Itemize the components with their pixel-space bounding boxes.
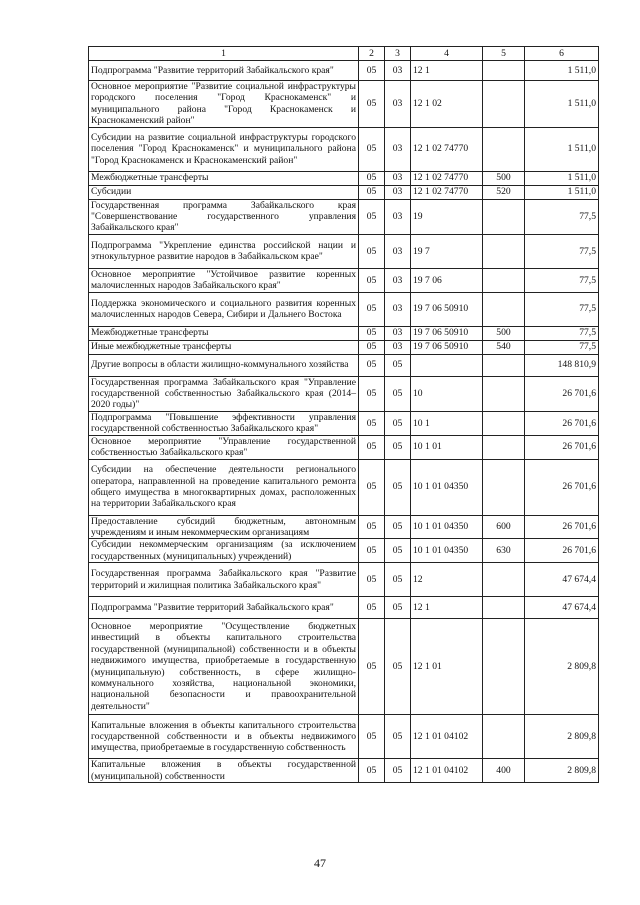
row-subsection-cell: 03 (385, 199, 411, 234)
row-name-cell: Подпрограмма "Укрепление единства российской нации и этнокультурное развитие народов в Забайкальском крае" (89, 234, 359, 268)
row-target-cell: 10 (411, 376, 483, 411)
row-expense-type-cell (483, 268, 525, 292)
row-amount-cell: 26 701,6 (525, 515, 599, 539)
table-body (89, 61, 599, 783)
row-name-cell: Государственная программа Забайкальского края "Развитие территорий и жилищная политика Забайкальского края" (89, 563, 359, 597)
row-expense-type-cell: 400 (483, 759, 525, 783)
row-target-cell: 12 1 01 (411, 619, 483, 715)
row-subsection-cell: 05 (385, 515, 411, 539)
column-header-4: 4 (411, 47, 483, 61)
row-section-cell: 05 (359, 376, 385, 411)
column-header-5: 5 (483, 47, 525, 61)
row-subsection-cell: 05 (385, 759, 411, 783)
row-section-cell: 05 (359, 435, 385, 459)
row-name-cell: Государственная программа Забайкальского края "Управление государственной собственностью Забайкальского края (2014–2020 годы)" (89, 376, 359, 411)
row-amount-cell: 1 511,0 (525, 185, 599, 199)
row-section-cell: 05 (359, 411, 385, 435)
row-name-cell: Межбюджетные трансферты (89, 326, 359, 340)
row-amount-cell: 26 701,6 (525, 411, 599, 435)
row-section-cell: 05 (359, 597, 385, 619)
row-expense-type-cell (483, 563, 525, 597)
table-row (89, 127, 599, 171)
table-row (89, 435, 599, 459)
row-expense-type-cell (483, 127, 525, 171)
row-subsection-cell: 05 (385, 376, 411, 411)
row-name-cell: Основное мероприятие "Управление государственной собственностью Забайкальского края" (89, 435, 359, 459)
row-subsection-cell: 05 (385, 411, 411, 435)
row-name-cell: Государственная программа Забайкальского края "Совершенствование государственного управления Забайкальского края" (89, 199, 359, 234)
row-amount-cell: 2 809,8 (525, 715, 599, 759)
row-section-cell: 05 (359, 759, 385, 783)
row-amount-cell: 77,5 (525, 340, 599, 354)
row-subsection-cell: 05 (385, 715, 411, 759)
table-row (89, 185, 599, 199)
row-target-cell: 19 7 06 50910 (411, 292, 483, 326)
row-amount-cell: 77,5 (525, 292, 599, 326)
row-amount-cell: 77,5 (525, 326, 599, 340)
row-target-cell: 19 7 06 50910 (411, 326, 483, 340)
row-section-cell: 05 (359, 619, 385, 715)
row-expense-type-cell: 630 (483, 539, 525, 563)
row-expense-type-cell (483, 61, 525, 81)
row-name-cell: Поддержка экономического и социального развития коренных малочисленных народов Севера, Сибири и Дальнего Востока (89, 292, 359, 326)
table-row (89, 376, 599, 411)
row-expense-type-cell (483, 619, 525, 715)
row-amount-cell: 77,5 (525, 199, 599, 234)
row-amount-cell: 26 701,6 (525, 459, 599, 515)
row-name-cell: Основное мероприятие "Осуществление бюджетных инвестиций в объекты капитального строительства государственной (муниципальной) собственности и в объекты недвижимого имущества, приобретаемые в государственную (муниципальную) собственность, в сфере жилищно-коммунального хозяйства, национальной экономики, национальной безопасности и правоохранительной деятельности" (89, 619, 359, 715)
row-target-cell: 12 1 (411, 597, 483, 619)
row-amount-cell: 1 511,0 (525, 171, 599, 185)
row-name-cell: Основное мероприятие "Развитие социальной инфраструктуры городского поселения "Город Краснокаменск" и муниципального района "Город Краснокаменск и Краснокаменский район" (89, 81, 359, 128)
row-name-cell: Межбюджетные трансферты (89, 171, 359, 185)
row-subsection-cell: 05 (385, 619, 411, 715)
row-expense-type-cell (483, 411, 525, 435)
table-row (89, 292, 599, 326)
row-section-cell: 05 (359, 563, 385, 597)
row-target-cell: 10 1 01 (411, 435, 483, 459)
row-subsection-cell: 03 (385, 61, 411, 81)
row-expense-type-cell: 600 (483, 515, 525, 539)
budget-table-sheet (88, 46, 598, 783)
row-section-cell: 05 (359, 340, 385, 354)
row-target-cell: 19 7 06 50910 (411, 340, 483, 354)
row-name-cell: Другие вопросы в области жилищно-коммунального хозяйства (89, 354, 359, 376)
row-subsection-cell: 05 (385, 435, 411, 459)
row-expense-type-cell (483, 715, 525, 759)
row-expense-type-cell (483, 292, 525, 326)
row-amount-cell: 26 701,6 (525, 376, 599, 411)
row-target-cell: 19 7 (411, 234, 483, 268)
row-target-cell (411, 354, 483, 376)
row-subsection-cell: 05 (385, 459, 411, 515)
row-subsection-cell: 03 (385, 81, 411, 128)
row-expense-type-cell (483, 354, 525, 376)
row-section-cell: 05 (359, 354, 385, 376)
row-name-cell: Субсидии на развитие социальной инфраструктуры городского поселения "Город Краснокаменск" и муниципального района "Город Краснокаменск и Краснокаменский район" (89, 127, 359, 171)
row-section-cell: 05 (359, 715, 385, 759)
row-target-cell: 12 1 02 74770 (411, 171, 483, 185)
table-row (89, 326, 599, 340)
row-target-cell: 12 1 02 74770 (411, 127, 483, 171)
row-target-cell: 19 (411, 199, 483, 234)
column-header-1: 1 (89, 47, 359, 61)
row-expense-type-cell (483, 199, 525, 234)
row-target-cell: 10 1 01 04350 (411, 459, 483, 515)
table-row (89, 61, 599, 81)
table-header-row (89, 47, 599, 61)
row-amount-cell: 47 674,4 (525, 597, 599, 619)
row-section-cell: 05 (359, 171, 385, 185)
table-row (89, 597, 599, 619)
table-row (89, 411, 599, 435)
row-subsection-cell: 03 (385, 171, 411, 185)
row-name-cell: Иные межбюджетные трансферты (89, 340, 359, 354)
column-header-3: 3 (385, 47, 411, 61)
row-name-cell: Подпрограмма "Развитие территорий Забайкальского края" (89, 597, 359, 619)
table-row (89, 171, 599, 185)
row-target-cell: 12 1 (411, 61, 483, 81)
table-row (89, 340, 599, 354)
row-expense-type-cell (483, 81, 525, 128)
row-expense-type-cell: 500 (483, 171, 525, 185)
page-number: 47 (314, 856, 326, 870)
table-row (89, 459, 599, 515)
row-subsection-cell: 03 (385, 268, 411, 292)
row-section-cell: 05 (359, 127, 385, 171)
row-name-cell: Субсидии на обеспечение деятельности регионального оператора, направленной на проведение капитального ремонта общего имущества в многоквартирных домах, расположенных на территории Забайкальского края (89, 459, 359, 515)
row-name-cell: Предоставление субсидий бюджетным, автономным учреждениям и иным некоммерческим организациям (89, 515, 359, 539)
row-expense-type-cell (483, 435, 525, 459)
row-section-cell: 05 (359, 81, 385, 128)
row-amount-cell: 1 511,0 (525, 127, 599, 171)
row-subsection-cell: 05 (385, 563, 411, 597)
row-name-cell: Подпрограмма "Повышение эффективности управления государственной собственностью Забайкальского края" (89, 411, 359, 435)
row-amount-cell: 1 511,0 (525, 61, 599, 81)
row-name-cell: Субсидии некоммерческим организациям (за исключением государственных (муниципальных) учреждений) (89, 539, 359, 563)
row-subsection-cell: 05 (385, 354, 411, 376)
row-name-cell: Субсидии (89, 185, 359, 199)
row-amount-cell: 148 810,9 (525, 354, 599, 376)
row-subsection-cell: 03 (385, 185, 411, 199)
row-expense-type-cell (483, 597, 525, 619)
column-header-6: 6 (525, 47, 599, 61)
table-row (89, 234, 599, 268)
table-row (89, 199, 599, 234)
row-expense-type-cell (483, 234, 525, 268)
row-target-cell: 12 1 02 (411, 81, 483, 128)
row-section-cell: 05 (359, 515, 385, 539)
column-header-2: 2 (359, 47, 385, 61)
row-amount-cell: 77,5 (525, 234, 599, 268)
table-row (89, 539, 599, 563)
row-expense-type-cell (483, 459, 525, 515)
table-row (89, 715, 599, 759)
row-subsection-cell: 05 (385, 597, 411, 619)
row-section-cell: 05 (359, 199, 385, 234)
row-target-cell: 10 1 01 04350 (411, 515, 483, 539)
row-subsection-cell: 03 (385, 127, 411, 171)
row-section-cell: 05 (359, 268, 385, 292)
row-expense-type-cell: 520 (483, 185, 525, 199)
table-row (89, 81, 599, 128)
row-subsection-cell: 03 (385, 326, 411, 340)
row-amount-cell: 2 809,8 (525, 759, 599, 783)
row-section-cell: 05 (359, 292, 385, 326)
row-section-cell: 05 (359, 459, 385, 515)
row-subsection-cell: 05 (385, 539, 411, 563)
table-row (89, 759, 599, 783)
table-row (89, 515, 599, 539)
table-row (89, 268, 599, 292)
row-name-cell: Подпрограмма "Развитие территорий Забайкальского края" (89, 61, 359, 81)
table-row (89, 563, 599, 597)
row-section-cell: 05 (359, 539, 385, 563)
row-section-cell: 05 (359, 61, 385, 81)
row-target-cell: 10 1 (411, 411, 483, 435)
row-target-cell: 19 7 06 (411, 268, 483, 292)
row-expense-type-cell (483, 376, 525, 411)
row-name-cell: Капитальные вложения в объекты капитального строительства государственной собственности и в объекты недвижимого имущества, приобретаемые в государственную собственность (89, 715, 359, 759)
row-section-cell: 05 (359, 326, 385, 340)
row-target-cell: 12 1 01 04102 (411, 715, 483, 759)
row-amount-cell: 26 701,6 (525, 539, 599, 563)
row-amount-cell: 1 511,0 (525, 81, 599, 128)
row-subsection-cell: 03 (385, 292, 411, 326)
row-name-cell: Основное мероприятие "Устойчивое развитие коренных малочисленных народов Забайкальского края" (89, 268, 359, 292)
table-row (89, 619, 599, 715)
row-section-cell: 05 (359, 234, 385, 268)
row-section-cell: 05 (359, 185, 385, 199)
row-target-cell: 12 1 02 74770 (411, 185, 483, 199)
row-expense-type-cell: 500 (483, 326, 525, 340)
row-name-cell: Капитальные вложения в объекты государственной (муниципальной) собственности (89, 759, 359, 783)
row-target-cell: 10 1 01 04350 (411, 539, 483, 563)
row-expense-type-cell: 540 (483, 340, 525, 354)
budget-table (88, 46, 599, 783)
row-amount-cell: 2 809,8 (525, 619, 599, 715)
row-amount-cell: 77,5 (525, 268, 599, 292)
row-amount-cell: 47 674,4 (525, 563, 599, 597)
row-target-cell: 12 (411, 563, 483, 597)
row-subsection-cell: 03 (385, 234, 411, 268)
row-target-cell: 12 1 01 04102 (411, 759, 483, 783)
row-amount-cell: 26 701,6 (525, 435, 599, 459)
row-subsection-cell: 03 (385, 340, 411, 354)
table-row (89, 354, 599, 376)
